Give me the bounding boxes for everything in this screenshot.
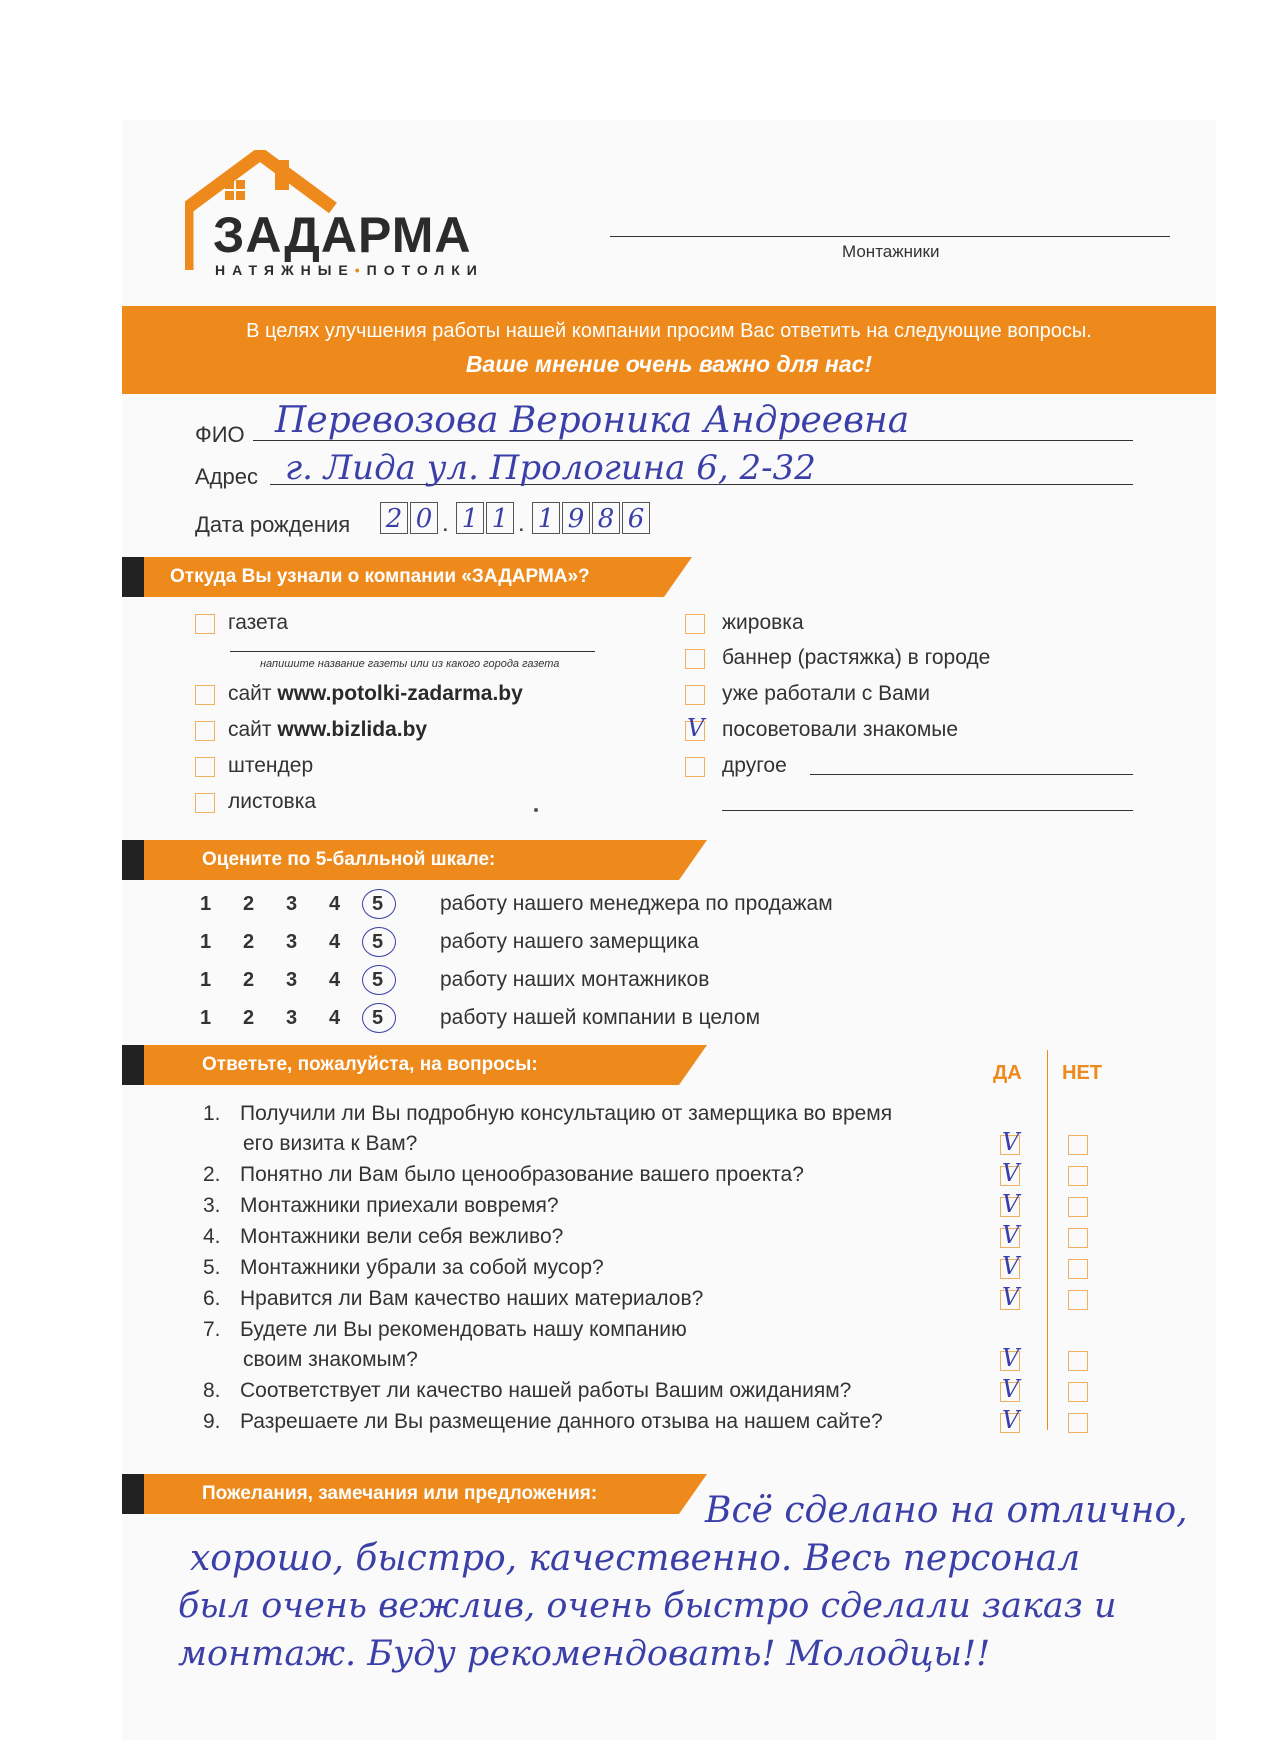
rating-score-1[interactable]: 1 <box>200 969 212 991</box>
question-number: 5. <box>203 1256 221 1279</box>
question-number: 1. <box>203 1102 221 1125</box>
question-text: своим знакомым? <box>243 1348 418 1371</box>
comment-line-4: монтаж. Буду рекомендовать! Молодцы!! <box>178 1634 991 1674</box>
questions-section-header <box>122 1045 707 1085</box>
rating-criterion: работу нашего менеджера по продажам <box>440 892 833 915</box>
address-label: Адрес <box>195 464 258 489</box>
question-text: Монтажники вели себя вежливо? <box>240 1225 564 1248</box>
check-mark-icon: V <box>1002 1221 1020 1249</box>
rating-score-4[interactable]: 4 <box>329 1007 341 1029</box>
rating-score-4[interactable]: 4 <box>329 893 341 915</box>
selected-score-circle <box>362 927 396 957</box>
answer-no-checkbox[interactable] <box>1068 1228 1088 1248</box>
checkbox-leaflet[interactable] <box>195 793 215 813</box>
question-number: 3. <box>203 1194 221 1217</box>
option-newspaper <box>228 611 288 635</box>
name-label: ФИО <box>195 422 245 447</box>
check-mark-icon: V <box>1002 1375 1020 1403</box>
rating-score-2[interactable]: 2 <box>243 893 255 915</box>
brand-name: ЗАДАРМА <box>213 207 472 263</box>
dob-year-3: 8 <box>592 502 620 534</box>
source-section-title: Откуда Вы узнали о компании «ЗАДАРМА»? <box>170 566 590 587</box>
rating-criterion: работу наших монтажников <box>440 968 710 991</box>
checkbox-recommended[interactable] <box>685 714 705 742</box>
section-marker <box>122 557 144 597</box>
option-site-bizlida-url: www.bizlida.by <box>277 718 428 741</box>
rating-section-header <box>122 840 707 880</box>
comment-line-1: Всё сделано на отлично, <box>705 1490 1188 1531</box>
banner-line1: В целях улучшения работы нашей компании просим Вас ответить на следующие вопросы. <box>246 320 1092 342</box>
question-text: его визита к Вам? <box>243 1132 418 1155</box>
checkbox-stand[interactable] <box>195 757 215 777</box>
rating-score-2[interactable]: 2 <box>243 931 255 953</box>
checkbox-site-potolki[interactable] <box>195 685 215 705</box>
rating-score-5[interactable]: 5 <box>372 893 384 915</box>
question-text: Разрешаете ли Вы размещение данного отзыва на нашем сайте? <box>240 1410 883 1433</box>
section-marker <box>122 1474 144 1514</box>
check-mark-icon: V <box>1002 1344 1020 1372</box>
dob-separator-2: . <box>518 510 525 537</box>
address-value: г. Лида ул. Прологина 6, 2-32 <box>285 448 816 488</box>
installers-label: Монтажники <box>842 242 940 261</box>
option-site-potolki <box>228 682 523 706</box>
brand-subtitle-right: ПОТОЛКИ <box>366 262 484 278</box>
option-utility-bill: жировка <box>722 611 804 634</box>
question-text: Будете ли Вы рекомендовать нашу компанию <box>240 1318 687 1341</box>
comment-line-2: хорошо, быстро, качественно. Весь персонал <box>190 1538 1081 1579</box>
question-text: Нравится ли Вам качество наших материалов? <box>240 1287 704 1310</box>
pen-dot-mark <box>534 808 538 812</box>
checkbox-site-bizlida[interactable] <box>195 721 215 741</box>
rating-score-5[interactable]: 5 <box>372 931 384 953</box>
selected-score-circle <box>362 889 396 919</box>
brand-dot: • <box>354 262 367 278</box>
newspaper-line <box>230 651 595 652</box>
answer-yes-checkbox[interactable] <box>1000 1375 1020 1403</box>
rating-score-2[interactable]: 2 <box>243 969 255 991</box>
checkbox-city-banner[interactable] <box>685 649 705 669</box>
checkbox-newspaper[interactable] <box>195 614 215 634</box>
rating-score-5[interactable]: 5 <box>372 1007 384 1029</box>
option-leaflet: листовка <box>228 790 317 813</box>
answer-yes-checkbox[interactable] <box>1000 1406 1020 1434</box>
dob-year-2: 9 <box>562 502 590 534</box>
source-section-header <box>122 557 692 597</box>
rating-score-3[interactable]: 3 <box>286 931 298 953</box>
option-site-potolki-url: www.potolki-zadarma.by <box>277 682 523 705</box>
check-mark-icon: V <box>1002 1283 1020 1311</box>
selected-score-circle <box>362 965 396 995</box>
check-mark-icon: V <box>1002 1190 1020 1218</box>
column-divider <box>1047 1050 1048 1430</box>
dob-month-1: 1 <box>456 502 484 534</box>
rating-score-3[interactable]: 3 <box>286 969 298 991</box>
answer-yes-checkbox[interactable] <box>1000 1344 1020 1372</box>
banner-line2: Ваше мнение очень важно для нас! <box>465 351 873 377</box>
checkbox-utility-bill[interactable] <box>685 614 705 634</box>
answer-no-checkbox[interactable] <box>1068 1351 1088 1371</box>
checkbox-other[interactable] <box>685 757 705 777</box>
dob-month-2: 1 <box>486 502 514 534</box>
no-column-header: НЕТ <box>1062 1062 1102 1084</box>
rating-score-1[interactable]: 1 <box>200 1007 212 1029</box>
answer-yes-checkbox[interactable] <box>1000 1221 1020 1249</box>
check-mark-icon: V <box>1002 1128 1020 1156</box>
question-text: Получили ли Вы подробную консультацию от замерщика во время <box>240 1102 893 1125</box>
option-stand: штендер <box>228 754 314 777</box>
check-mark-icon: V <box>687 714 705 742</box>
dob-year-4: 6 <box>622 502 650 534</box>
rating-score-3[interactable]: 3 <box>286 893 298 915</box>
question-number: 6. <box>203 1287 221 1310</box>
answer-yes-checkbox[interactable] <box>1000 1190 1020 1218</box>
answer-yes-checkbox[interactable] <box>1000 1252 1020 1280</box>
questions-section-title: Ответьте, пожалуйста, на вопросы: <box>202 1054 538 1075</box>
answer-yes-checkbox[interactable] <box>1000 1283 1020 1311</box>
check-mark-icon: V <box>1002 1406 1020 1434</box>
answer-yes-checkbox[interactable] <box>1000 1128 1020 1156</box>
newspaper-hint: напишите название газеты или из какого города газета <box>260 658 560 670</box>
checkbox-worked-before[interactable] <box>685 685 705 705</box>
answer-no-checkbox[interactable] <box>1068 1135 1088 1155</box>
other-line-1 <box>810 774 1133 775</box>
check-mark-icon: V <box>1002 1252 1020 1280</box>
rating-score-5[interactable]: 5 <box>372 969 384 991</box>
brand-subtitle-left: НАТЯЖНЫЕ <box>215 262 355 278</box>
rating-section-title: Оцените по 5-балльной шкале: <box>202 849 496 870</box>
rating-score-4[interactable]: 4 <box>329 931 341 953</box>
rating-score-1[interactable]: 1 <box>200 893 212 915</box>
dob-year-1: 1 <box>532 502 560 534</box>
brand-subtitle <box>215 262 484 278</box>
other-line-2 <box>722 810 1133 811</box>
question-text: Монтажники приехали вовремя? <box>240 1194 559 1217</box>
dob-separator-1: . <box>442 510 449 537</box>
question-number: 2. <box>203 1163 221 1186</box>
rating-score-4[interactable]: 4 <box>329 969 341 991</box>
rating-criterion: работу нашего замерщика <box>440 930 699 953</box>
option-site-potolki-prefix: сайт <box>228 682 278 705</box>
option-newspaper-label: газета <box>228 611 289 634</box>
answer-no-checkbox[interactable] <box>1068 1166 1088 1186</box>
intro-banner <box>122 306 1216 394</box>
answer-no-checkbox[interactable] <box>1068 1259 1088 1279</box>
dob-day-2: 0 <box>410 502 438 534</box>
rating-score-2[interactable]: 2 <box>243 1007 255 1029</box>
answer-no-checkbox[interactable] <box>1068 1413 1088 1433</box>
answer-yes-checkbox[interactable] <box>1000 1159 1020 1187</box>
comment-line-3: был очень вежлив, очень быстро сделали заказ и <box>178 1586 1117 1626</box>
comments-section-header <box>122 1474 707 1514</box>
option-site-bizlida <box>228 718 427 742</box>
answer-no-checkbox[interactable] <box>1068 1290 1088 1310</box>
option-worked-before: уже работали с Вами <box>722 682 930 705</box>
question-text: Соответствует ли качество нашей работы Вашим ожиданиям? <box>240 1379 852 1402</box>
check-mark-icon: V <box>1002 1159 1020 1187</box>
section-marker <box>122 840 144 880</box>
section-marker <box>122 1045 144 1085</box>
dob-label: Дата рождения <box>195 512 351 537</box>
question-text: Понятно ли Вам было ценообразование вашего проекта? <box>240 1163 804 1186</box>
yes-column-header: ДА <box>993 1062 1022 1084</box>
question-number: 7. <box>203 1318 221 1341</box>
option-other: другое <box>722 754 787 777</box>
option-city-banner: баннер (растяжка) в городе <box>722 646 991 669</box>
option-recommended: посоветовали знакомые <box>722 718 959 741</box>
comments-section-title: Пожелания, замечания или предложения: <box>202 1483 598 1504</box>
dob-day-1: 2 <box>380 502 408 534</box>
question-number: 9. <box>203 1410 221 1433</box>
rating-score-3[interactable]: 3 <box>286 1007 298 1029</box>
answer-no-checkbox[interactable] <box>1068 1197 1088 1217</box>
question-text: Монтажники убрали за собой мусор? <box>240 1256 604 1279</box>
rating-criterion: работу нашей компании в целом <box>440 1006 761 1029</box>
answer-no-checkbox[interactable] <box>1068 1382 1088 1402</box>
question-number: 8. <box>203 1379 221 1402</box>
question-number: 4. <box>203 1225 221 1248</box>
name-value: Перевозова Вероника Андреевна <box>275 400 910 441</box>
selected-score-circle <box>362 1003 396 1033</box>
installers-line <box>610 236 1170 237</box>
rating-score-1[interactable]: 1 <box>200 931 212 953</box>
option-site-bizlida-prefix: сайт <box>228 718 278 741</box>
